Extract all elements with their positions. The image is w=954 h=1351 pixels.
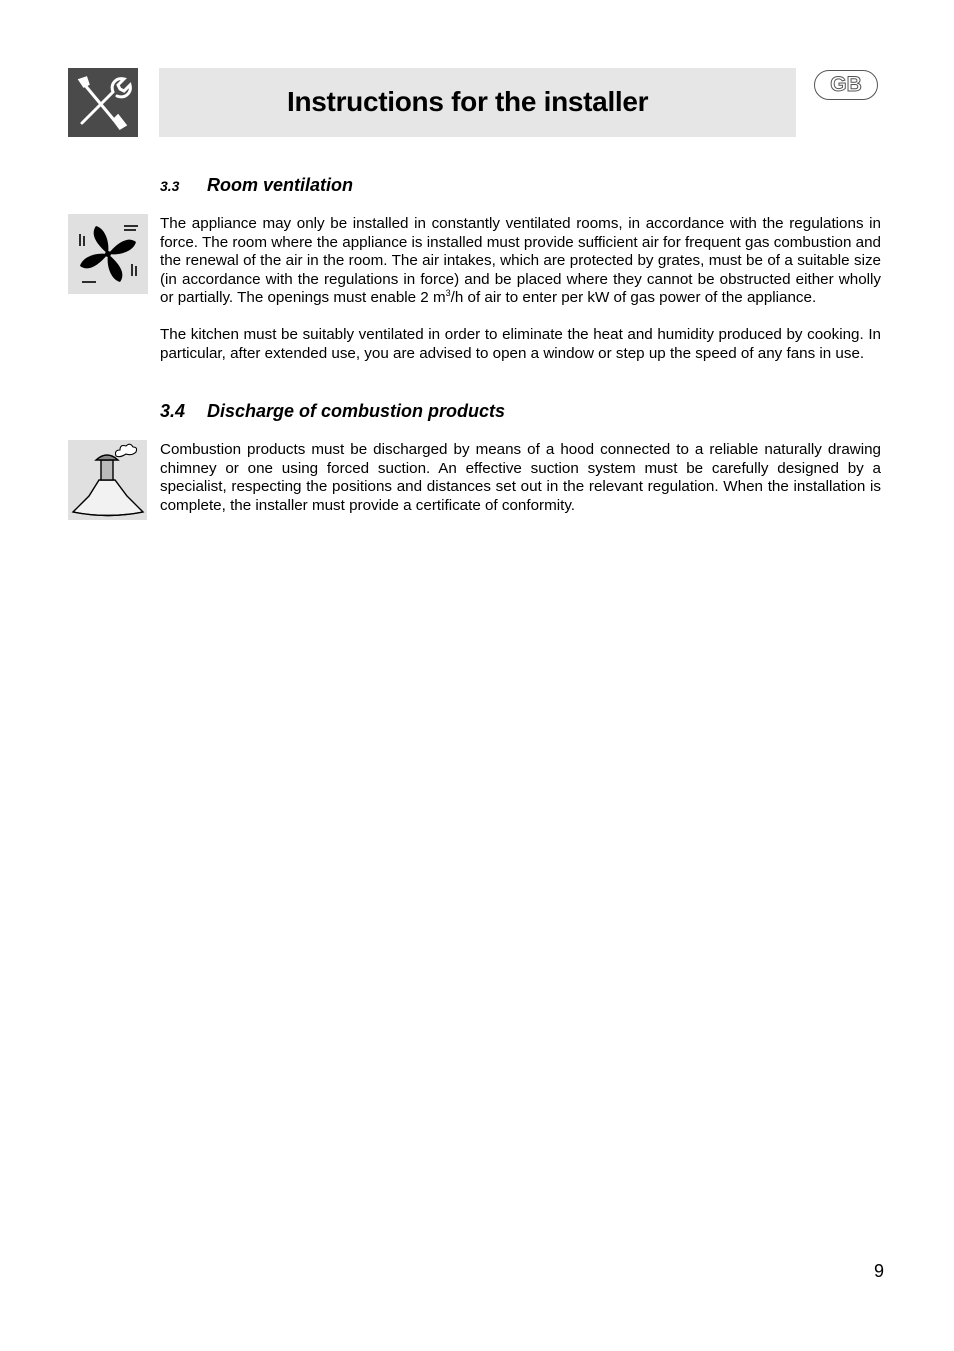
paragraph: The appliance may only be installed in constantly ventilated rooms, in accordance with the regulations in force. The room where the appliance is installed must provide sufficient air for frequent gas combustion and the renewal of the air in the room. The air intakes, which are protected by grates, must be of a suitable size (in accordance with the regulations in force) and be placed where they cannot be obstructed either wholly or partially. The openings must enable 2 $m^3/h$ of air to enter per kW of gas power of the appliance.: [160, 215, 881, 306]
page-number: 9: [874, 1261, 885, 1281]
hood-chimney-icon: [68, 440, 147, 520]
paragraph: Combustion products must be discharged by means of a hood connected to a reliable naturally drawing chimney or one using forced suction. An effective suction system must be carefully designed by a specialist, respecting the positions and distances set out in the relevant regulation. When the installation is complete, the installer must provide a certificate of conformity.: [160, 441, 881, 514]
section-heading: [160, 401, 505, 422]
language-badge: GB: [814, 70, 878, 100]
page-title: Instructions for the installer: [287, 86, 649, 117]
section-title: Discharge of combustion products: [207, 401, 506, 421]
tools-icon: [68, 68, 138, 137]
section-number: 3.3: [160, 178, 180, 194]
section-heading: [160, 175, 353, 196]
section-title: Room ventilation: [207, 175, 354, 195]
section-number: 3.4: [160, 401, 186, 421]
paragraph: The kitchen must be suitably ventilated in order to eliminate the heat and humidity produced by cooking. In particular, after extended use, you are advised to open a window or step up the speed of any fans in use.: [160, 326, 881, 362]
fan-icon: [68, 214, 148, 294]
